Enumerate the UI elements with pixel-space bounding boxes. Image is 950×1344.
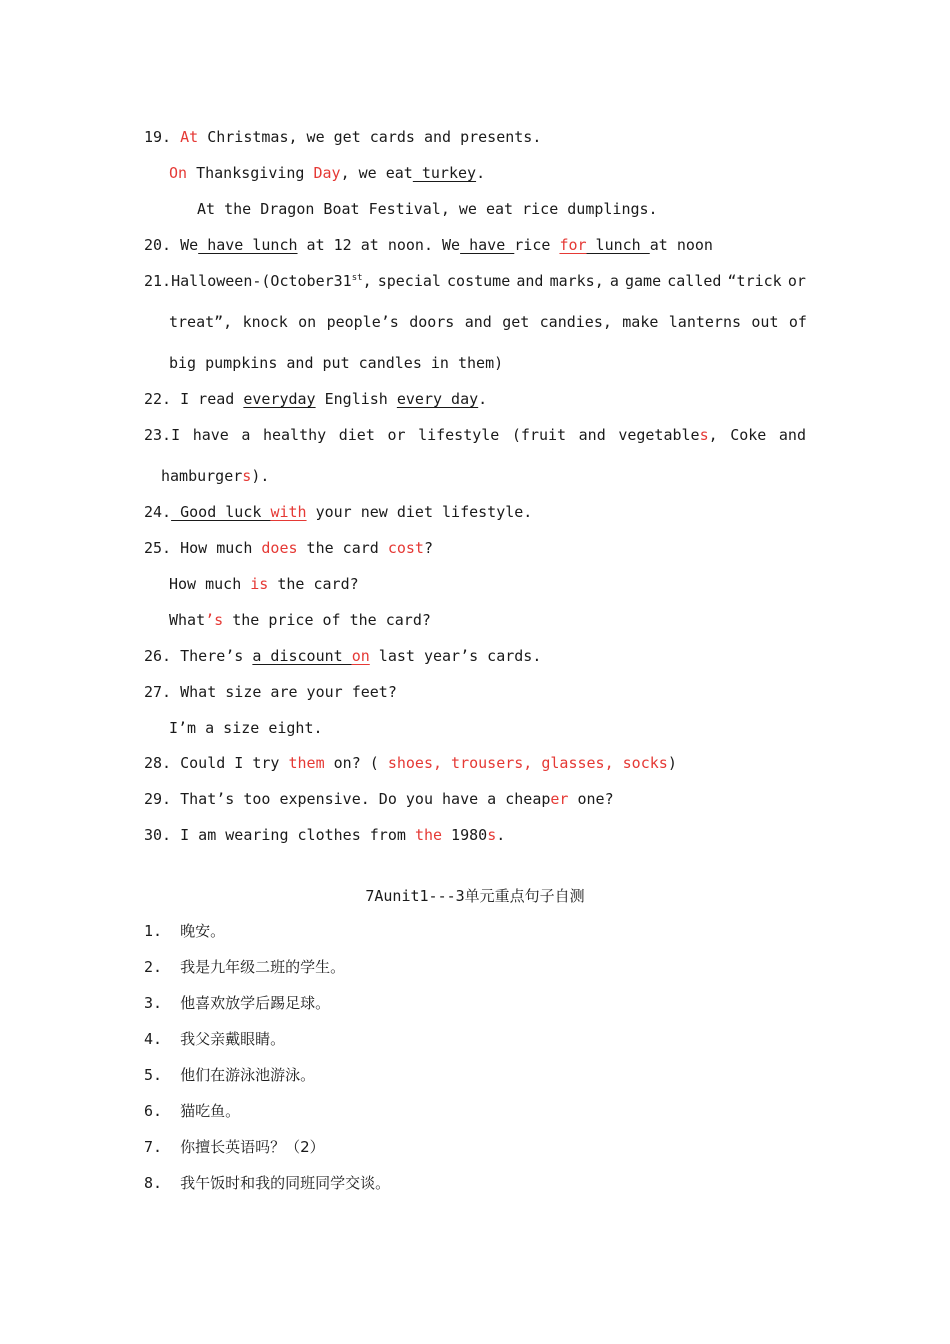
sentence-30: [144, 825, 505, 845]
item-number: 2.: [144, 958, 163, 976]
word: doors: [409, 313, 455, 331]
word: marks,: [549, 272, 604, 290]
word: out: [751, 313, 779, 331]
list-item: [144, 957, 345, 977]
sentence-21b: [169, 312, 807, 332]
highlight-word: Day: [313, 164, 341, 182]
highlight-word: is: [250, 575, 269, 593]
word: have: [192, 426, 229, 444]
item-number: 20.: [144, 236, 172, 254]
sentence-text: Thanksgiving: [187, 164, 314, 182]
sentence-text: last year’s cards.: [369, 647, 542, 665]
sentence-text: your new diet lifestyle.: [306, 503, 533, 521]
item-number: 23.: [144, 426, 172, 444]
sentence-19: [144, 127, 541, 147]
word: get: [502, 313, 530, 331]
sentence-22: [144, 389, 487, 409]
highlight-word: them: [288, 754, 325, 772]
underlined-word: Good luck: [171, 503, 271, 521]
sentence-text: I read: [180, 390, 244, 408]
item-number: 5.: [144, 1066, 163, 1084]
highlight-word: s: [699, 426, 709, 444]
sentence-text: English: [315, 390, 397, 408]
sentence-text: .: [478, 390, 488, 408]
underlined-word: a discount: [252, 647, 352, 665]
sentence-25: [144, 538, 433, 558]
sentence-27: [144, 682, 397, 702]
word: ,: [708, 426, 718, 444]
word: of: [788, 313, 807, 331]
highlight-word: s: [487, 826, 497, 844]
list-item: [144, 993, 330, 1013]
item-text: 晚安。: [180, 922, 226, 940]
word: lanterns: [668, 313, 742, 331]
sentence-text: How much: [169, 575, 251, 593]
highlight-word: ’s: [205, 611, 224, 629]
highlight-word: does: [261, 539, 298, 557]
word: vegetable: [618, 426, 700, 444]
underlined-word: turkey: [412, 164, 477, 182]
word: and: [778, 426, 806, 444]
section-title: 7Aunit1---3单元重点句子自测: [365, 887, 585, 905]
item-number: 24.: [144, 503, 172, 521]
word: hamburger: [161, 467, 243, 485]
word: on: [298, 313, 317, 331]
sentence-text: the price of the card?: [223, 611, 431, 629]
item-number: 21.: [144, 272, 172, 290]
word: and: [578, 426, 606, 444]
item-text: 他喜欢放学后踢足球。: [180, 994, 331, 1012]
sentence-27b: I’m a size eight.: [169, 719, 323, 737]
word: lifestyle: [418, 426, 500, 444]
item-text: 我是九年级二班的学生。: [180, 958, 346, 976]
word: Halloween-(October31: [171, 272, 352, 290]
word: healthy: [262, 426, 327, 444]
sentence-text: .: [476, 164, 486, 182]
sentence-text: ?: [423, 539, 433, 557]
item-number: 27.: [144, 683, 172, 701]
item-text: 猫吃鱼。: [180, 1102, 241, 1120]
item-number: 3.: [144, 994, 163, 1012]
item-number: 7.: [144, 1138, 163, 1156]
word: make: [622, 313, 659, 331]
item-number: 26.: [144, 647, 172, 665]
word: ).: [251, 467, 270, 485]
sentence-text: 1980: [442, 826, 488, 844]
item-number: 6.: [144, 1102, 163, 1120]
item-number: 25.: [144, 539, 172, 557]
item-number: 29.: [144, 790, 172, 808]
highlight-word: s: [242, 467, 252, 485]
underlined-word: everyday: [243, 390, 316, 408]
word: called: [667, 272, 722, 290]
word: diet: [338, 426, 375, 444]
list-item: [144, 1101, 240, 1121]
sentence-text: one?: [568, 790, 614, 808]
sentence-text: Christmas, we get cards and presents.: [198, 128, 542, 146]
word: treat”,: [169, 313, 233, 331]
word: ,: [362, 272, 372, 290]
highlight-word: At: [180, 128, 199, 146]
list-item: [144, 1065, 315, 1085]
list-item: [144, 1173, 390, 1193]
sentence-text: Could I try: [180, 754, 289, 772]
word: and: [516, 272, 544, 290]
sentence-text: There’s: [180, 647, 253, 665]
highlight-word: shoes, trousers, glasses, socks: [387, 754, 668, 772]
sentence-19b: [169, 163, 485, 183]
sentence-text: , we eat: [340, 164, 413, 182]
word: (fruit: [511, 426, 567, 444]
sentence-text: How much: [180, 539, 262, 557]
sentence-24: [144, 502, 532, 522]
superscript: st: [351, 273, 363, 283]
highlight-word: cost: [387, 539, 424, 557]
item-number: 28.: [144, 754, 172, 772]
sentence-26: [144, 646, 541, 666]
word: a: [609, 272, 619, 290]
list-item: [144, 1137, 325, 1157]
word: knock: [242, 313, 288, 331]
item-number: 22.: [144, 390, 172, 408]
sentence-text: rice: [514, 236, 560, 254]
underlined-word: have lunch: [198, 236, 298, 254]
word: “trick: [727, 272, 782, 290]
item-text: 他们在游泳池游泳。: [180, 1066, 316, 1084]
sentence-text: at noon: [649, 236, 713, 254]
word: or: [787, 272, 806, 290]
sentence-21: [144, 271, 806, 291]
word: Coke: [730, 426, 767, 444]
underlined-word: lunch: [586, 236, 650, 254]
item-text: 你擅长英语吗？（2）: [180, 1138, 325, 1156]
list-item: [144, 1029, 285, 1049]
item-number: 4.: [144, 1030, 163, 1048]
sentence-text: .: [496, 826, 506, 844]
sentence-23: [144, 425, 806, 445]
sentence-text: That’s too expensive. Do you have a cheap: [180, 790, 551, 808]
sentence-text: I am wearing clothes from: [180, 826, 415, 844]
highlight-word: the: [414, 826, 443, 844]
sentence-23b: [161, 466, 269, 486]
sentence-text: What: [169, 611, 206, 629]
sentence-text: the card: [297, 539, 388, 557]
item-text: 我午饭时和我的同班同学交谈。: [180, 1174, 391, 1192]
word: costume: [447, 272, 511, 290]
item-number: 1.: [144, 922, 163, 940]
sentence-29: [144, 789, 614, 809]
item-number: 30.: [144, 826, 172, 844]
sentence-25c: [169, 610, 431, 630]
sentence-text: at 12 at noon. We: [297, 236, 461, 254]
word: special: [377, 272, 441, 290]
highlight-word: with: [270, 503, 307, 521]
item-text: 我父亲戴眼睛。: [180, 1030, 286, 1048]
sentence-text: What size are your feet?: [180, 683, 397, 701]
highlight-word: On: [169, 164, 188, 182]
item-number: 19.: [144, 128, 172, 146]
highlight-word: on: [351, 647, 370, 665]
word: I: [171, 426, 181, 444]
highlight-word: er: [550, 790, 569, 808]
sentence-28: [144, 753, 677, 773]
word: people’s: [326, 313, 399, 331]
sentence-19c: At the Dragon Boat Festival, we eat rice dumplings.: [197, 200, 658, 218]
word: and: [464, 313, 492, 331]
list-item: [144, 921, 225, 941]
word: a: [241, 426, 251, 444]
underlined-word: every day: [396, 390, 479, 408]
sentence-25b: [169, 574, 359, 594]
sentence-20: [144, 235, 713, 255]
word: or: [387, 426, 406, 444]
word: candies,: [539, 313, 612, 331]
item-number: 8.: [144, 1174, 163, 1192]
sentence-text: the card?: [268, 575, 359, 593]
sentence-text: on? (: [324, 754, 388, 772]
word: game: [625, 272, 662, 290]
underlined-word: have: [460, 236, 515, 254]
sentence-text: We: [180, 236, 199, 254]
sentence-21c: big pumpkins and put candles in them): [169, 354, 504, 372]
highlight-word: for: [559, 236, 587, 254]
sentence-text: ): [667, 754, 677, 772]
